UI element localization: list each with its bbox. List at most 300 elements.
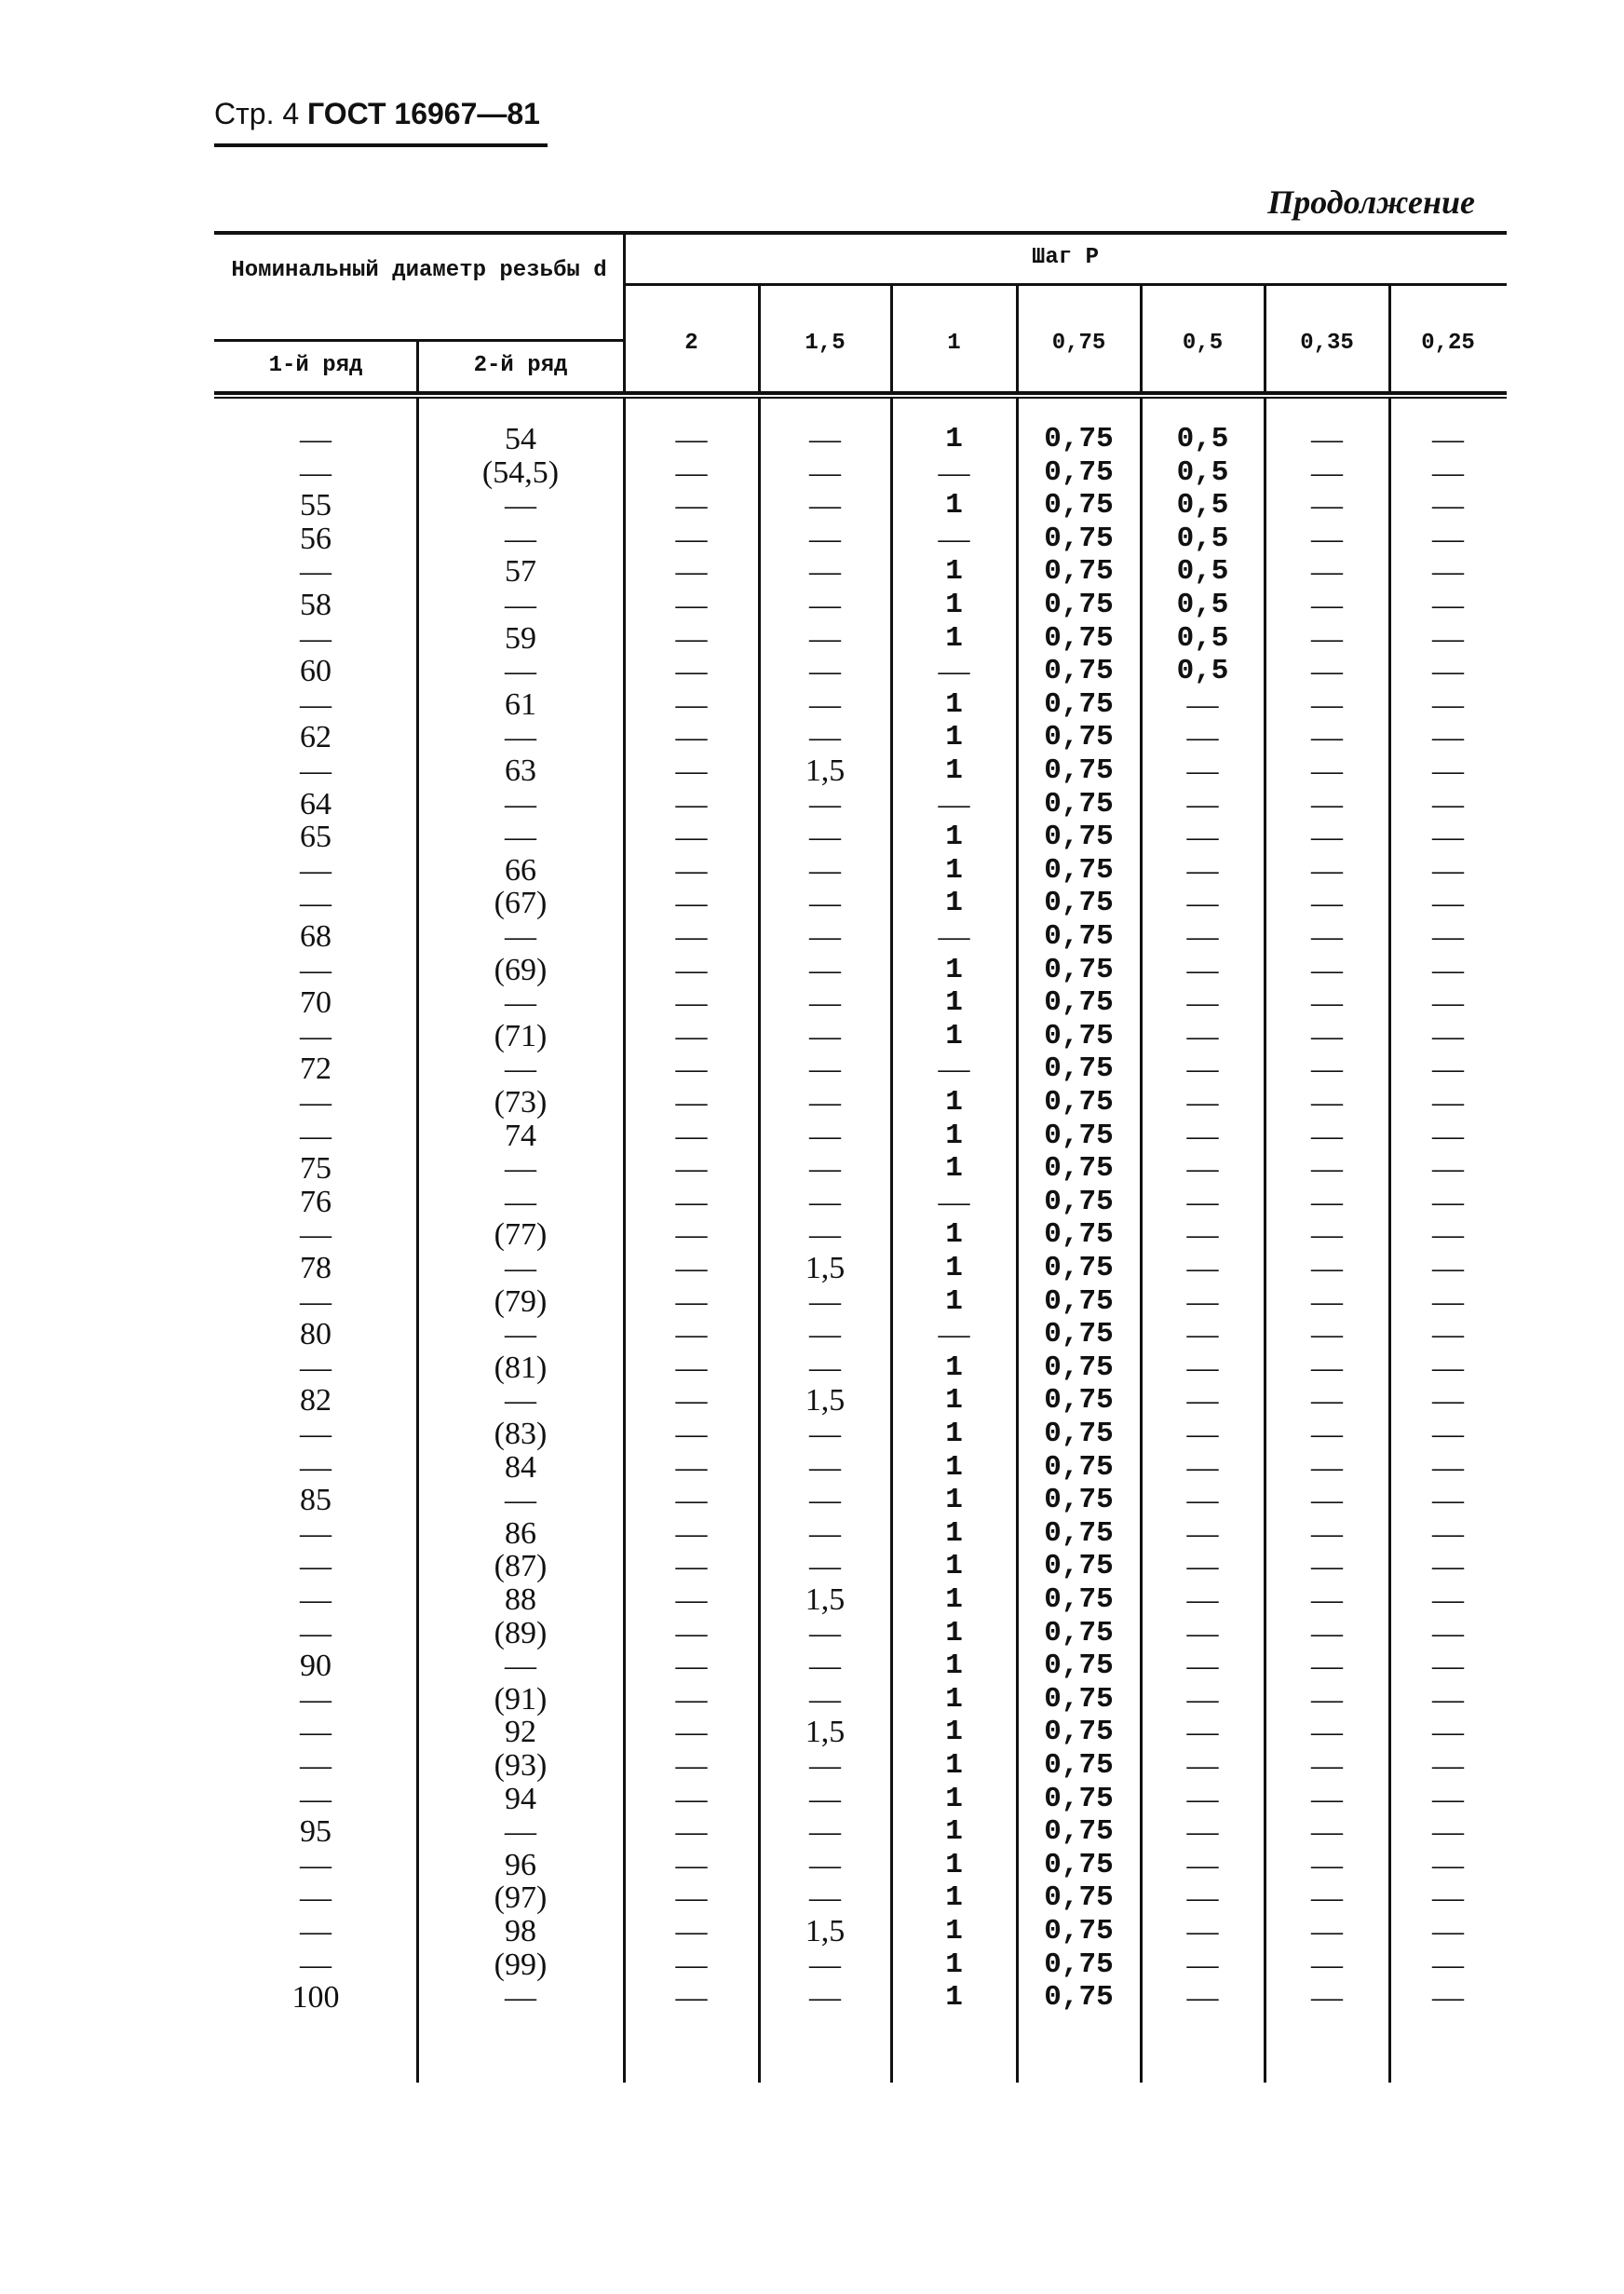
table-cell: 0,5 bbox=[1176, 589, 1229, 621]
table-cell: 1 bbox=[945, 1716, 963, 1749]
table-cell: 1 bbox=[945, 1682, 963, 1716]
table-cell: 0,75 bbox=[1044, 953, 1114, 986]
table-cell: 60 bbox=[300, 654, 332, 689]
table-cell: — bbox=[1311, 1184, 1343, 1219]
table-cell: — bbox=[809, 852, 841, 888]
table-cell: — bbox=[300, 852, 332, 888]
table-cell: — bbox=[300, 1615, 332, 1650]
table-cell: (77) bbox=[494, 1217, 548, 1253]
table-cell: 0,5 bbox=[1176, 555, 1229, 589]
table-cell: (99) bbox=[494, 1947, 548, 1982]
table-cell: — bbox=[300, 1847, 332, 1882]
table-cell: — bbox=[300, 1417, 332, 1451]
table-cell: — bbox=[300, 686, 332, 722]
table-cell: 0,75 bbox=[1044, 1583, 1114, 1616]
table-cell: — bbox=[675, 1317, 708, 1352]
table-cell: 1 bbox=[945, 1218, 963, 1252]
table-cell: (67) bbox=[494, 886, 548, 921]
table-cell: 61 bbox=[505, 686, 536, 722]
table-cell: — bbox=[505, 1814, 536, 1850]
table-cell: — bbox=[675, 886, 708, 921]
table-cell: — bbox=[300, 1449, 332, 1485]
table-cell: 0,5 bbox=[1176, 455, 1229, 489]
table-cell: — bbox=[1432, 1151, 1464, 1187]
table-cell: 0,75 bbox=[1044, 1218, 1114, 1252]
table-cell: 1 bbox=[945, 589, 963, 621]
table-cell: 0,75 bbox=[1044, 986, 1114, 1020]
table-cell: — bbox=[1311, 1449, 1343, 1485]
table-cell: — bbox=[1186, 1317, 1219, 1352]
table-cell: 0,75 bbox=[1044, 1252, 1114, 1284]
table-cell: — bbox=[1311, 720, 1343, 755]
table-cell: — bbox=[1186, 919, 1219, 954]
table-cell: 1 bbox=[945, 1782, 963, 1815]
table-cell: — bbox=[1432, 1018, 1464, 1053]
table-cell: — bbox=[300, 1715, 332, 1750]
table-cell: — bbox=[1432, 521, 1464, 556]
table-cell: — bbox=[675, 1914, 708, 1948]
table-cell: — bbox=[809, 1350, 841, 1385]
table-cell: — bbox=[675, 1814, 708, 1850]
table-cell: 0,75 bbox=[1044, 621, 1114, 655]
table-cell: — bbox=[300, 1947, 332, 1982]
table-cell: — bbox=[1432, 588, 1464, 622]
table-cell: — bbox=[300, 1748, 332, 1783]
table-cell: — bbox=[1186, 1417, 1219, 1451]
table-cell: — bbox=[675, 488, 708, 523]
table-cell: 55 bbox=[300, 488, 332, 523]
table-cell: — bbox=[1186, 1615, 1219, 1650]
table-cell: — bbox=[300, 422, 332, 456]
table-cell: — bbox=[675, 422, 708, 456]
pitch-column-4: 0,75 bbox=[1051, 331, 1106, 356]
table-cell: 84 bbox=[505, 1449, 536, 1485]
table-cell: 0,75 bbox=[1044, 821, 1114, 854]
table-cell: — bbox=[675, 1715, 708, 1750]
table-cell: 0,75 bbox=[1044, 1649, 1114, 1683]
table-cell: — bbox=[1311, 886, 1343, 921]
table-cell: — bbox=[1311, 1914, 1343, 1948]
table-cell: — bbox=[675, 985, 708, 1021]
table-cell: — bbox=[675, 1781, 708, 1816]
pitch-column-7: 0,25 bbox=[1421, 331, 1475, 356]
table-cell: — bbox=[809, 1483, 841, 1518]
pitch-column-1: 2 bbox=[684, 331, 698, 356]
table-cell: — bbox=[809, 1649, 841, 1684]
table-cell: — bbox=[675, 1582, 708, 1617]
table-cell: 1 bbox=[945, 1119, 963, 1152]
table-cell: — bbox=[1432, 554, 1464, 590]
table-cell: — bbox=[505, 820, 536, 855]
table-cell: — bbox=[1186, 1449, 1219, 1485]
table-cell: — bbox=[1432, 1847, 1464, 1882]
table-cell: — bbox=[1432, 620, 1464, 656]
table-cell: — bbox=[1186, 720, 1219, 755]
table-cell: — bbox=[1432, 1947, 1464, 1982]
table-cell: — bbox=[300, 1681, 332, 1717]
table-cell: (69) bbox=[494, 952, 548, 987]
table-cell: — bbox=[675, 1649, 708, 1684]
table-cell: — bbox=[300, 1283, 332, 1319]
table-cell: — bbox=[505, 786, 536, 821]
table-cell: — bbox=[1432, 654, 1464, 689]
table-cell: — bbox=[1432, 1681, 1464, 1717]
table-cell: — bbox=[1311, 455, 1343, 490]
table-cell: — bbox=[675, 820, 708, 855]
table-cell: 1 bbox=[945, 489, 963, 523]
table-cell: 1,5 bbox=[805, 1914, 846, 1948]
table-cell: — bbox=[675, 1151, 708, 1187]
table-cell: 0,75 bbox=[1044, 1284, 1114, 1318]
table-cell: 1 bbox=[945, 1152, 963, 1186]
table-cell: — bbox=[1186, 1383, 1219, 1418]
table-cell: — bbox=[809, 985, 841, 1021]
table-cell: — bbox=[1311, 753, 1343, 788]
table-cell: 1 bbox=[945, 1516, 963, 1550]
table-cell: — bbox=[1311, 588, 1343, 622]
table-cell: — bbox=[809, 521, 841, 556]
table-cell: — bbox=[675, 720, 708, 755]
table-cell: (91) bbox=[494, 1681, 548, 1717]
table-cell: 0,75 bbox=[1044, 1915, 1114, 1948]
table-cell: 86 bbox=[505, 1515, 536, 1551]
table-cell: 0,75 bbox=[1044, 1318, 1114, 1351]
table-cell: — bbox=[675, 1549, 708, 1584]
pitch-header: Шаг P bbox=[1031, 245, 1099, 270]
table-cell: — bbox=[1432, 1184, 1464, 1219]
table-cell: — bbox=[1432, 1582, 1464, 1617]
table-cell: 0,75 bbox=[1044, 787, 1114, 821]
table-cell: 1 bbox=[945, 1583, 963, 1616]
table-cell: — bbox=[1432, 1781, 1464, 1816]
table-cell: 0,75 bbox=[1044, 1550, 1114, 1583]
table-cell: — bbox=[938, 1052, 970, 1087]
table-cell: — bbox=[675, 1251, 708, 1285]
table-cell: — bbox=[505, 488, 536, 523]
table-cell: — bbox=[1186, 1515, 1219, 1551]
table-cell: 0,75 bbox=[1044, 1516, 1114, 1550]
table-cell: (73) bbox=[494, 1085, 548, 1120]
table-cell: 65 bbox=[300, 820, 332, 855]
table-cell: 96 bbox=[505, 1847, 536, 1882]
continuation-label: Продолжение bbox=[1267, 183, 1475, 221]
table-cell: 1 bbox=[945, 853, 963, 887]
table-cell: — bbox=[1186, 1582, 1219, 1617]
table-cell: — bbox=[1311, 1781, 1343, 1816]
table-cell: 1 bbox=[945, 721, 963, 754]
table-cell: — bbox=[675, 1417, 708, 1451]
table-cell: — bbox=[938, 521, 970, 556]
table-cell: — bbox=[809, 1880, 841, 1916]
table-cell: — bbox=[505, 1151, 536, 1187]
table-cell: — bbox=[1432, 422, 1464, 456]
table-cell: — bbox=[675, 1383, 708, 1418]
diameter-header: Номинальный диаметр резьбы d bbox=[231, 258, 607, 283]
table-cell: 1 bbox=[945, 754, 963, 787]
table-cell: — bbox=[1432, 753, 1464, 788]
table-cell: — bbox=[1432, 1980, 1464, 2016]
table-cell: — bbox=[1186, 1781, 1219, 1816]
table-cell: — bbox=[809, 1847, 841, 1882]
table-cell: — bbox=[809, 588, 841, 622]
table-cell: (54,5) bbox=[481, 455, 560, 490]
table-cell: — bbox=[300, 1781, 332, 1816]
table-cell: — bbox=[809, 1814, 841, 1850]
table-cell: — bbox=[300, 1582, 332, 1617]
pitch-column-6: 0,35 bbox=[1300, 331, 1354, 356]
table-cell: 1,5 bbox=[805, 753, 846, 788]
table-cell: — bbox=[1311, 1947, 1343, 1982]
table-cell: — bbox=[938, 1317, 970, 1352]
table-cell: — bbox=[809, 620, 841, 656]
table-cell: — bbox=[300, 1880, 332, 1916]
table-cell: 1,5 bbox=[805, 1383, 846, 1418]
table-cell: — bbox=[1311, 1649, 1343, 1684]
table-cell: — bbox=[675, 919, 708, 954]
table-cell: — bbox=[1186, 1980, 1219, 2016]
table-cell: 74 bbox=[505, 1118, 536, 1153]
table-cell: — bbox=[675, 1748, 708, 1783]
table-cell: — bbox=[675, 1615, 708, 1650]
table-cell: — bbox=[675, 1483, 708, 1518]
table-cell: 57 bbox=[505, 554, 536, 590]
table-cell: 56 bbox=[300, 521, 332, 556]
table-cell: — bbox=[505, 1317, 536, 1352]
table-cell: — bbox=[505, 1649, 536, 1684]
table-cell: — bbox=[1311, 1515, 1343, 1551]
table-cell: — bbox=[1186, 1549, 1219, 1584]
table-cell: — bbox=[1311, 1582, 1343, 1617]
table-cell: — bbox=[809, 1549, 841, 1584]
pitch-column-3: 1 bbox=[947, 331, 961, 356]
table-cell: 0,75 bbox=[1044, 1815, 1114, 1849]
table-cell: — bbox=[1311, 852, 1343, 888]
pitch-column-5: 0,5 bbox=[1182, 331, 1224, 356]
table-cell: — bbox=[505, 720, 536, 755]
table-cell: — bbox=[675, 1515, 708, 1551]
table-cell: — bbox=[1432, 1549, 1464, 1584]
table-cell: — bbox=[300, 1914, 332, 1948]
table-cell: — bbox=[1186, 1715, 1219, 1750]
table-cell: 1 bbox=[945, 1019, 963, 1052]
table-cell: — bbox=[675, 1217, 708, 1253]
table-cell: 1 bbox=[945, 887, 963, 920]
table-cell: 98 bbox=[505, 1914, 536, 1948]
table-cell: 80 bbox=[300, 1317, 332, 1352]
table-cell: — bbox=[809, 1515, 841, 1551]
table-cell: 0,5 bbox=[1176, 655, 1229, 688]
table-cell: — bbox=[1432, 1615, 1464, 1650]
table-cell: 1 bbox=[945, 1450, 963, 1484]
table-cell: — bbox=[809, 422, 841, 456]
table-cell: 0,75 bbox=[1044, 1616, 1114, 1649]
table-cell: — bbox=[1186, 852, 1219, 888]
table-cell: — bbox=[675, 1947, 708, 1982]
table-cell: — bbox=[505, 1184, 536, 1219]
table-cell: 0,75 bbox=[1044, 1484, 1114, 1517]
table-cell: 1 bbox=[945, 1948, 963, 1981]
table-cell: 1 bbox=[945, 1749, 963, 1782]
table-cell: — bbox=[1311, 1383, 1343, 1418]
table-cell: — bbox=[1432, 1483, 1464, 1518]
table-cell: 70 bbox=[300, 985, 332, 1021]
table-cell: (97) bbox=[494, 1880, 548, 1916]
table-cell: — bbox=[1311, 985, 1343, 1021]
table-cell: 1 bbox=[945, 953, 963, 986]
table-cell: — bbox=[809, 952, 841, 987]
table-cell: — bbox=[1186, 1748, 1219, 1783]
table-cell: — bbox=[1432, 1317, 1464, 1352]
table-cell: — bbox=[809, 1748, 841, 1783]
table-cell: (89) bbox=[494, 1615, 548, 1650]
table-cell: — bbox=[1311, 488, 1343, 523]
pitch-header-rule bbox=[624, 283, 1507, 286]
table-cell: — bbox=[938, 919, 970, 954]
table-cell: — bbox=[809, 1615, 841, 1650]
table-cell: — bbox=[1432, 1217, 1464, 1253]
table-cell: 0,75 bbox=[1044, 423, 1114, 455]
table-cell: — bbox=[809, 488, 841, 523]
table-cell: 0,5 bbox=[1176, 489, 1229, 523]
table-cell: 0,75 bbox=[1044, 1981, 1114, 2015]
table-cell: 0,75 bbox=[1044, 522, 1114, 555]
table-cell: — bbox=[809, 786, 841, 821]
table-cell: 59 bbox=[505, 620, 536, 656]
table-cell: — bbox=[675, 1184, 708, 1219]
table-cell: 76 bbox=[300, 1184, 332, 1219]
table-cell: — bbox=[300, 1085, 332, 1120]
table-cell: — bbox=[1186, 1251, 1219, 1285]
table-cell: — bbox=[675, 455, 708, 490]
table-cell: — bbox=[675, 1118, 708, 1153]
table-cell: 1 bbox=[945, 1252, 963, 1284]
table-cell: — bbox=[505, 985, 536, 1021]
table-cell: 0,75 bbox=[1044, 920, 1114, 953]
table-cell: — bbox=[1432, 720, 1464, 755]
table-cell: 1 bbox=[945, 687, 963, 721]
table-cell: — bbox=[1186, 1350, 1219, 1385]
table-cell: — bbox=[938, 1184, 970, 1219]
table-cell: 0,75 bbox=[1044, 555, 1114, 589]
table-cell: — bbox=[300, 1549, 332, 1584]
table-cell: — bbox=[1311, 1681, 1343, 1717]
table-cell: 0,5 bbox=[1176, 522, 1229, 555]
table-cell: 0,75 bbox=[1044, 1782, 1114, 1815]
table-cell: 0,75 bbox=[1044, 754, 1114, 787]
table-cell: — bbox=[1311, 1417, 1343, 1451]
table-cell: 1 bbox=[945, 1484, 963, 1517]
table-cell: — bbox=[1432, 985, 1464, 1021]
table-cell: — bbox=[1311, 1283, 1343, 1319]
table-cell: — bbox=[938, 786, 970, 821]
table-cell: 1 bbox=[945, 1848, 963, 1881]
table-cell: 1 bbox=[945, 821, 963, 854]
table-cell: — bbox=[1432, 1715, 1464, 1750]
table-cell: 95 bbox=[300, 1814, 332, 1850]
table-cell: — bbox=[1432, 1449, 1464, 1485]
table-cell: 64 bbox=[300, 786, 332, 821]
table-cell: — bbox=[809, 455, 841, 490]
table-cell: — bbox=[809, 1449, 841, 1485]
table-cell: — bbox=[675, 952, 708, 987]
table-cell: — bbox=[1311, 1880, 1343, 1916]
table-cell: 90 bbox=[300, 1649, 332, 1684]
row1-header: 1-й ряд bbox=[268, 353, 363, 378]
table-cell: — bbox=[1311, 1085, 1343, 1120]
table-cell: 92 bbox=[505, 1715, 536, 1750]
table-cell: 72 bbox=[300, 1052, 332, 1087]
table-cell: — bbox=[1311, 1350, 1343, 1385]
table-cell: 58 bbox=[300, 588, 332, 622]
table-cell: — bbox=[1186, 1847, 1219, 1882]
table-cell: — bbox=[1311, 1217, 1343, 1253]
table-cell: — bbox=[505, 654, 536, 689]
table-cell: 0,75 bbox=[1044, 1119, 1114, 1152]
table-cell: 0,75 bbox=[1044, 1450, 1114, 1484]
table-cell: 82 bbox=[300, 1383, 332, 1418]
table-cell: — bbox=[1311, 1483, 1343, 1518]
row2-header: 2-й ряд bbox=[473, 353, 568, 378]
table-cell: — bbox=[1186, 1814, 1219, 1850]
table-cell: — bbox=[809, 720, 841, 755]
table-cell: — bbox=[1186, 1151, 1219, 1187]
table-cell: — bbox=[675, 620, 708, 656]
table-cell: 0,75 bbox=[1044, 887, 1114, 920]
table-cell: — bbox=[809, 1283, 841, 1319]
table-cell: — bbox=[1311, 554, 1343, 590]
table-cell: 78 bbox=[300, 1251, 332, 1285]
table-cell: 1 bbox=[945, 555, 963, 589]
table-cell: 62 bbox=[300, 720, 332, 755]
table-cell: — bbox=[1432, 952, 1464, 987]
table-cell: 1 bbox=[945, 1284, 963, 1318]
table-cell: — bbox=[1186, 1118, 1219, 1153]
table-cell: 0,75 bbox=[1044, 1351, 1114, 1384]
table-cell: 1 bbox=[945, 1351, 963, 1384]
table-cell: — bbox=[1432, 1649, 1464, 1684]
table-cell: 0,75 bbox=[1044, 1152, 1114, 1186]
table-cell: — bbox=[1311, 422, 1343, 456]
table-top-rule bbox=[214, 231, 1507, 235]
table-cell: — bbox=[675, 1681, 708, 1717]
table-cell: — bbox=[1311, 1549, 1343, 1584]
table-cell: — bbox=[1311, 952, 1343, 987]
table-cell: — bbox=[675, 554, 708, 590]
table-cell: (83) bbox=[494, 1417, 548, 1451]
table-cell: — bbox=[1432, 1814, 1464, 1850]
table-cell: — bbox=[675, 1449, 708, 1485]
table-cell: — bbox=[300, 1118, 332, 1153]
table-cell: (87) bbox=[494, 1549, 548, 1584]
table-cell: — bbox=[675, 1085, 708, 1120]
header-bottom-rule-2 bbox=[214, 397, 1507, 399]
table-cell: 0,75 bbox=[1044, 1384, 1114, 1418]
header-bottom-rule bbox=[214, 391, 1507, 395]
table-cell: 1 bbox=[945, 1815, 963, 1849]
table-cell: — bbox=[809, 1681, 841, 1717]
table-cell: — bbox=[1311, 654, 1343, 689]
table-cell: — bbox=[675, 654, 708, 689]
table-cell: 68 bbox=[300, 919, 332, 954]
diameter-header-rule bbox=[214, 339, 624, 342]
table-cell: — bbox=[1311, 1748, 1343, 1783]
table-cell: — bbox=[809, 1085, 841, 1120]
table-cell: (79) bbox=[494, 1283, 548, 1319]
table-cell: — bbox=[1186, 1283, 1219, 1319]
table-cell: 0,75 bbox=[1044, 589, 1114, 621]
table-cell: — bbox=[505, 1980, 536, 2016]
table-cell: — bbox=[809, 554, 841, 590]
